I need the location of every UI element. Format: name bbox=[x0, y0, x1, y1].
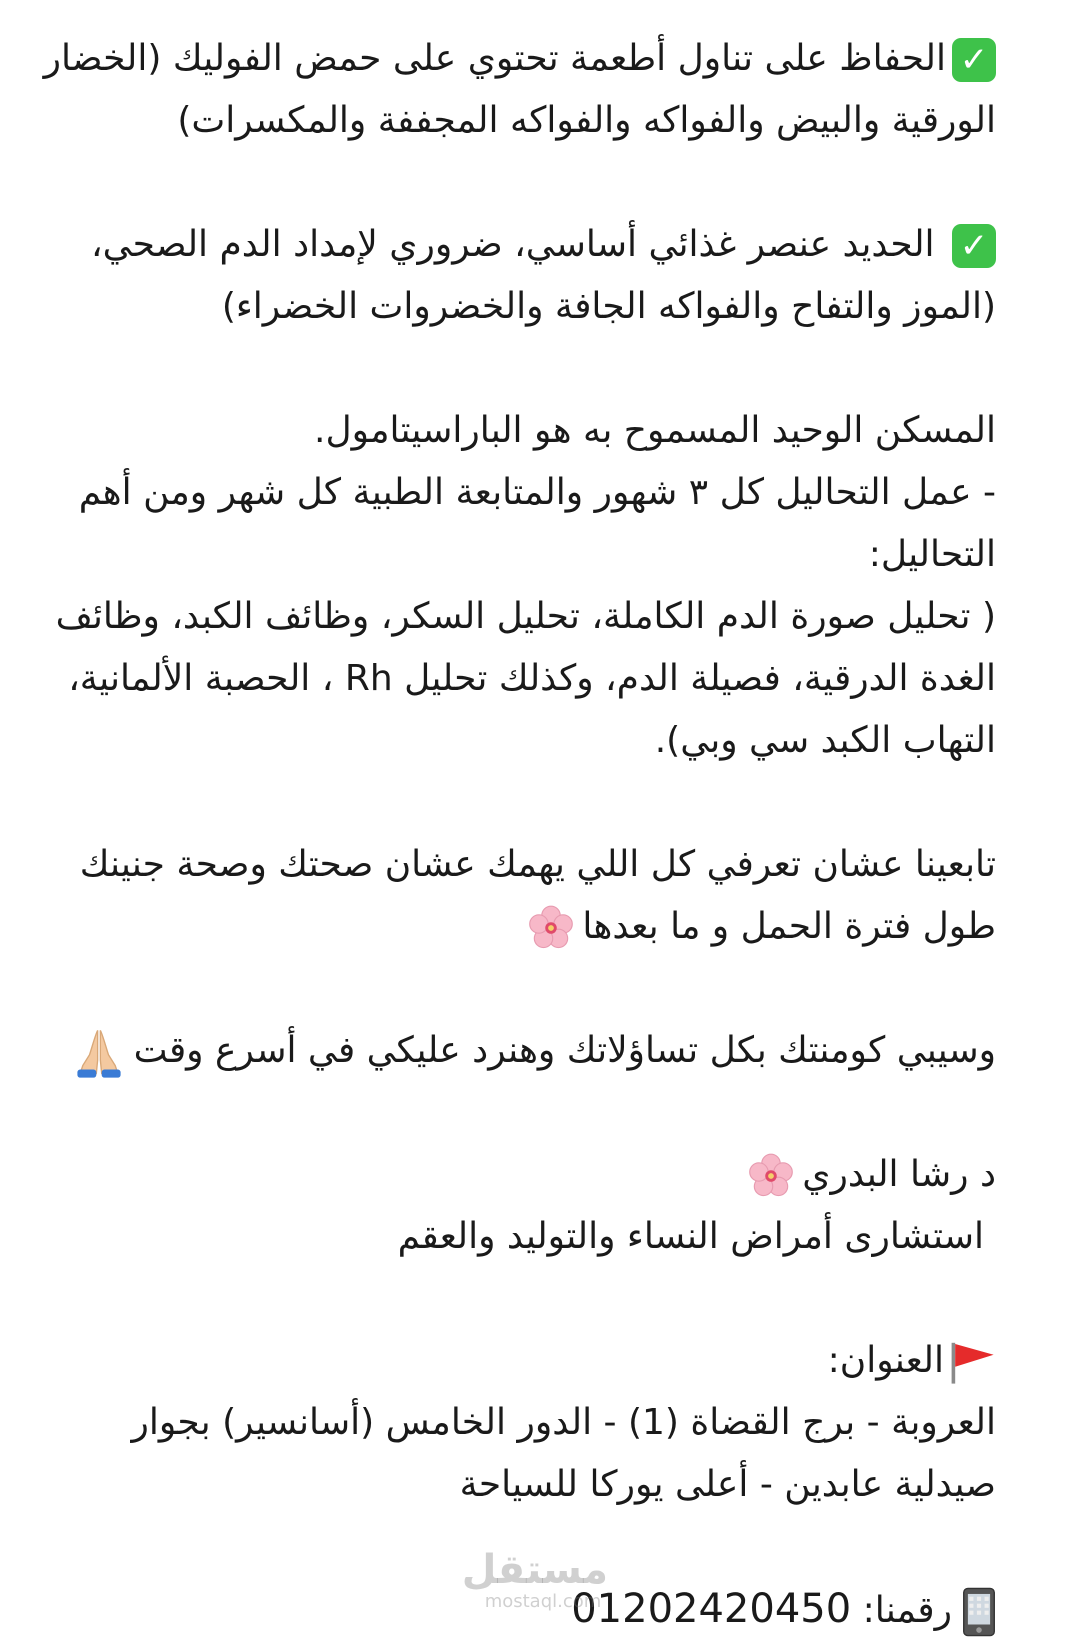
address-label: العنوان: bbox=[827, 1340, 944, 1381]
iron-line-2: (الموز والتفاح والفواكه الجافة والخضروات الخضراء) bbox=[221, 286, 996, 327]
folic-line-2: الورقية والبيض والفواكه والفواكه المجففة والمكسرات) bbox=[177, 100, 996, 141]
mobile-phone-icon bbox=[962, 1587, 996, 1637]
tests-text-5a: الغدة الدرقية، فصيلة الدم، وكذلك تحليل bbox=[404, 658, 996, 699]
cherry-blossom-icon bbox=[528, 905, 574, 951]
comment-text-1: وسيبي كومنتك بكل تساؤلاتك وهنرد عليكي في أسرع وقت bbox=[133, 1030, 996, 1071]
post-text bbox=[40, 28, 996, 1642]
address-paragraph bbox=[40, 1330, 996, 1516]
iron-text-1: الحديد عنصر غذائي أساسي، ضروري لإمداد الدم الصحي، bbox=[90, 224, 935, 265]
doctor-title: استشارى أمراض النساء والتوليد والعقم bbox=[397, 1216, 984, 1257]
folic-paragraph bbox=[40, 28, 996, 152]
cherry-blossom-icon bbox=[748, 1153, 794, 1199]
watermark-arabic: مستقل bbox=[461, 1547, 608, 1593]
tests-line-1: المسكن الوحيد المسموح به هو الباراسيتامول. bbox=[314, 410, 996, 451]
check-mark-button-icon: ✓ bbox=[952, 224, 996, 268]
address-line-2: صيدلية عابدين - أعلى يوركا للسياحة bbox=[459, 1464, 996, 1505]
rh-text: Rh bbox=[344, 658, 393, 699]
phone-number[interactable]: 01202420450 bbox=[571, 1586, 852, 1632]
tests-line-2: - عمل التحاليل كل ٣ شهور والمتابعة الطبية كل شهر ومن أهم bbox=[78, 472, 996, 513]
tests-line-3: التحاليل: bbox=[868, 534, 996, 575]
address-label-line bbox=[40, 1330, 996, 1392]
doctor-name: د رشا البدري bbox=[802, 1154, 996, 1195]
tests-line-4: ( تحليل صورة الدم الكاملة، تحليل السكر، وظائف الكبد، وظائف bbox=[55, 596, 996, 637]
red-flag-icon bbox=[948, 1340, 996, 1384]
tests-text-5c: ، الحصبة الألمانية، bbox=[68, 658, 334, 699]
doctor-paragraph bbox=[40, 1144, 996, 1268]
follow-line-2 bbox=[40, 896, 996, 958]
doctor-name-line bbox=[40, 1144, 996, 1206]
watermark bbox=[461, 1547, 608, 1612]
check-mark-button-icon: ✓ bbox=[952, 38, 996, 82]
follow-text-2: طول فترة الحمل و ما بعدها bbox=[582, 906, 996, 947]
follow-paragraph bbox=[40, 834, 996, 958]
follow-line-1: تابعينا عشان تعرفي كل اللي يهمك عشان صحتك وصحة جنينك bbox=[79, 844, 996, 885]
tests-paragraph bbox=[40, 400, 996, 772]
folic-text-1: الحفاظ على تناول أطعمة تحتوي على حمض الفوليك (الخضار bbox=[43, 38, 946, 79]
address-line-1: العروبة - برج القضاة (1) - الدور الخامس (أسانسير) بجوار bbox=[131, 1402, 996, 1443]
folic-line-1 bbox=[40, 28, 996, 90]
comment-paragraph bbox=[40, 1020, 996, 1082]
watermark-latin: mostaql.com bbox=[484, 1591, 602, 1612]
folded-hands-icon bbox=[72, 1025, 126, 1079]
tests-line-5 bbox=[40, 648, 996, 710]
iron-paragraph bbox=[40, 214, 996, 338]
phone-label: رقمنا: bbox=[862, 1590, 952, 1631]
tests-line-6: التهاب الكبد سي وبي). bbox=[654, 720, 996, 761]
iron-line-1 bbox=[40, 214, 996, 276]
comment-line-1 bbox=[40, 1020, 996, 1082]
